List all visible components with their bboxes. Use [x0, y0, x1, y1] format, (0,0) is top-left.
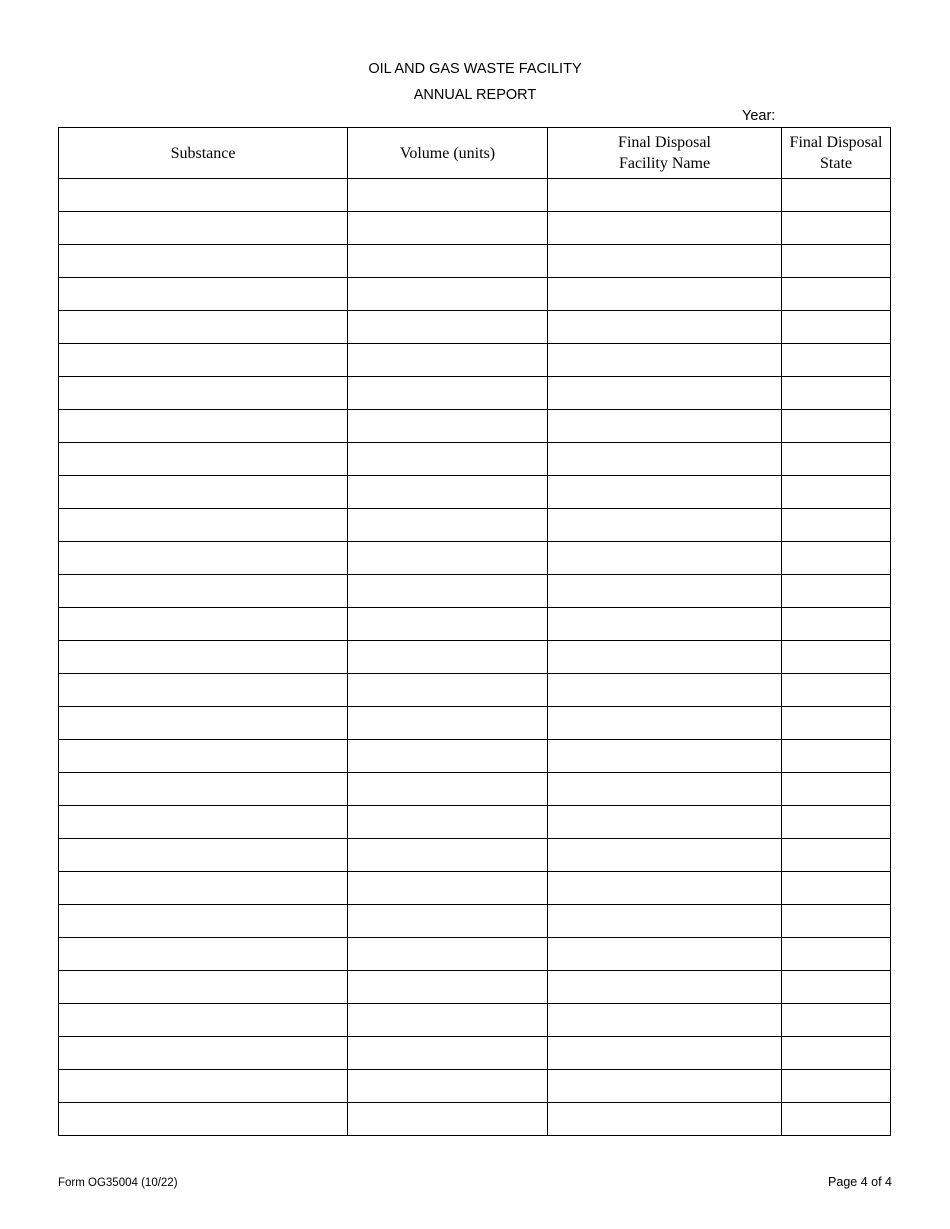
state-cell[interactable]	[782, 641, 891, 674]
facility-name-cell[interactable]	[548, 212, 782, 245]
state-cell[interactable]	[782, 179, 891, 212]
table-row	[59, 806, 891, 839]
volume-cell[interactable]	[348, 1037, 548, 1070]
col-header-volume-text: Volume (units)	[399, 144, 496, 162]
facility-name-cell[interactable]	[548, 509, 782, 542]
facility-name-cell[interactable]	[548, 938, 782, 971]
state-cell[interactable]	[782, 674, 891, 707]
substance-cell[interactable]	[59, 575, 348, 608]
table-row	[59, 410, 891, 443]
facility-name-cell[interactable]	[548, 443, 782, 476]
substance-cell[interactable]	[59, 443, 348, 476]
state-cell[interactable]	[782, 608, 891, 641]
substance-cell[interactable]	[59, 839, 348, 872]
substance-cell[interactable]	[59, 509, 348, 542]
table-row	[59, 872, 891, 905]
substance-cell[interactable]	[59, 971, 348, 1004]
table-row	[59, 674, 891, 707]
state-cell[interactable]	[782, 344, 891, 377]
volume-cell[interactable]	[348, 344, 548, 377]
facility-name-cell[interactable]	[548, 1037, 782, 1070]
state-cell[interactable]	[782, 1037, 891, 1070]
state-cell[interactable]	[782, 872, 891, 905]
volume-cell[interactable]	[348, 1004, 548, 1037]
table-row	[59, 971, 891, 1004]
facility-name-cell[interactable]	[548, 278, 782, 311]
substance-cell[interactable]	[59, 674, 348, 707]
state-cell[interactable]	[782, 311, 891, 344]
table-row	[59, 905, 891, 938]
volume-cell[interactable]	[348, 278, 548, 311]
table-row	[59, 245, 891, 278]
table-row	[59, 641, 891, 674]
volume-cell[interactable]	[348, 674, 548, 707]
state-cell[interactable]	[782, 575, 891, 608]
volume-cell[interactable]	[348, 938, 548, 971]
state-cell[interactable]	[782, 1103, 891, 1136]
table-row	[59, 839, 891, 872]
substance-cell[interactable]	[59, 641, 348, 674]
volume-cell[interactable]	[348, 641, 548, 674]
substance-cell[interactable]	[59, 1103, 348, 1136]
volume-cell[interactable]	[348, 179, 548, 212]
table-row	[59, 938, 891, 971]
table-row	[59, 344, 891, 377]
state-cell[interactable]	[782, 1004, 891, 1037]
col-header-state	[782, 128, 891, 179]
state-cell[interactable]	[782, 542, 891, 575]
volume-cell[interactable]	[348, 1103, 548, 1136]
facility-name-cell[interactable]	[548, 245, 782, 278]
volume-cell[interactable]	[348, 311, 548, 344]
disposal-table	[58, 127, 891, 1136]
substance-cell[interactable]	[59, 773, 348, 806]
facility-name-cell[interactable]	[548, 740, 782, 773]
table-row	[59, 212, 891, 245]
state-cell[interactable]	[782, 245, 891, 278]
facility-name-cell[interactable]	[548, 1070, 782, 1103]
facility-name-cell[interactable]	[548, 311, 782, 344]
volume-cell[interactable]	[348, 212, 548, 245]
facility-name-cell[interactable]	[548, 971, 782, 1004]
facility-name-cell[interactable]	[548, 377, 782, 410]
table-row	[59, 179, 891, 212]
facility-name-cell[interactable]	[548, 839, 782, 872]
table-row	[59, 509, 891, 542]
state-cell[interactable]	[782, 773, 891, 806]
facility-name-cell[interactable]	[548, 707, 782, 740]
volume-cell[interactable]	[348, 509, 548, 542]
volume-cell[interactable]	[348, 905, 548, 938]
table-row	[59, 1070, 891, 1103]
facility-name-cell[interactable]	[548, 905, 782, 938]
volume-cell[interactable]	[348, 410, 548, 443]
table-row	[59, 443, 891, 476]
col-header-facility-name	[548, 128, 782, 179]
state-cell[interactable]	[782, 212, 891, 245]
substance-cell[interactable]	[59, 872, 348, 905]
substance-cell[interactable]	[59, 476, 348, 509]
form-id: Form OG35004 (10/22)	[58, 1177, 178, 1189]
facility-name-cell[interactable]	[548, 410, 782, 443]
facility-name-cell[interactable]	[548, 1103, 782, 1136]
table-body	[59, 179, 891, 1136]
substance-cell[interactable]	[59, 410, 348, 443]
form-title: OIL AND GAS WASTE FACILITY	[368, 61, 582, 77]
volume-cell[interactable]	[348, 839, 548, 872]
state-cell[interactable]	[782, 707, 891, 740]
col-header-facility-name-line2: Facility Name	[618, 155, 711, 172]
table-row	[59, 311, 891, 344]
substance-cell[interactable]	[59, 1037, 348, 1070]
table-row	[59, 575, 891, 608]
substance-cell[interactable]	[59, 905, 348, 938]
year-label: Year:	[742, 108, 776, 124]
facility-name-cell[interactable]	[548, 608, 782, 641]
volume-cell[interactable]	[348, 608, 548, 641]
facility-name-cell[interactable]	[548, 806, 782, 839]
col-header-facility-name-line1: Final Disposal	[618, 134, 711, 151]
state-cell[interactable]	[782, 377, 891, 410]
substance-cell[interactable]	[59, 344, 348, 377]
volume-cell[interactable]	[348, 707, 548, 740]
state-cell[interactable]	[782, 971, 891, 1004]
substance-cell[interactable]	[59, 542, 348, 575]
volume-cell[interactable]	[348, 476, 548, 509]
col-header-substance-text: Substance	[170, 144, 236, 162]
volume-cell[interactable]	[348, 443, 548, 476]
table-row	[59, 707, 891, 740]
facility-name-cell[interactable]	[548, 179, 782, 212]
state-cell[interactable]	[782, 476, 891, 509]
substance-cell[interactable]	[59, 212, 348, 245]
state-cell[interactable]	[782, 410, 891, 443]
facility-name-cell[interactable]	[548, 773, 782, 806]
table-row	[59, 542, 891, 575]
volume-cell[interactable]	[348, 542, 548, 575]
substance-cell[interactable]	[59, 740, 348, 773]
state-cell[interactable]	[782, 839, 891, 872]
col-header-state-line2: State	[820, 155, 852, 172]
table-row	[59, 278, 891, 311]
volume-cell[interactable]	[348, 971, 548, 1004]
substance-cell[interactable]	[59, 179, 348, 212]
state-cell[interactable]	[782, 740, 891, 773]
substance-cell[interactable]	[59, 311, 348, 344]
col-header-state-line1: Final Disposal	[789, 134, 883, 151]
substance-cell[interactable]	[59, 245, 348, 278]
state-cell[interactable]	[782, 1070, 891, 1103]
volume-cell[interactable]	[348, 773, 548, 806]
facility-name-cell[interactable]	[548, 872, 782, 905]
table-row	[59, 608, 891, 641]
col-header-substance	[59, 128, 348, 179]
table-row	[59, 1004, 891, 1037]
volume-cell[interactable]	[348, 740, 548, 773]
facility-name-cell[interactable]	[548, 476, 782, 509]
substance-cell[interactable]	[59, 608, 348, 641]
volume-cell[interactable]	[348, 872, 548, 905]
table-row	[59, 1103, 891, 1136]
substance-cell[interactable]	[59, 938, 348, 971]
state-cell[interactable]	[782, 443, 891, 476]
substance-cell[interactable]	[59, 377, 348, 410]
facility-name-cell[interactable]	[548, 575, 782, 608]
state-cell[interactable]	[782, 938, 891, 971]
table-row	[59, 1037, 891, 1070]
state-cell[interactable]	[782, 509, 891, 542]
volume-cell[interactable]	[348, 575, 548, 608]
state-cell[interactable]	[782, 278, 891, 311]
state-cell[interactable]	[782, 905, 891, 938]
table-row	[59, 773, 891, 806]
table-row	[59, 377, 891, 410]
substance-cell[interactable]	[59, 278, 348, 311]
volume-cell[interactable]	[348, 245, 548, 278]
col-header-volume	[348, 128, 548, 179]
facility-name-cell[interactable]	[548, 674, 782, 707]
volume-cell[interactable]	[348, 806, 548, 839]
table-row	[59, 740, 891, 773]
state-cell[interactable]	[782, 806, 891, 839]
substance-cell[interactable]	[59, 707, 348, 740]
page-number: Page 4 of 4	[828, 1175, 892, 1189]
facility-name-cell[interactable]	[548, 641, 782, 674]
form-subtitle: ANNUAL REPORT	[413, 87, 537, 103]
volume-cell[interactable]	[348, 1070, 548, 1103]
substance-cell[interactable]	[59, 1070, 348, 1103]
table-row	[59, 476, 891, 509]
substance-cell[interactable]	[59, 806, 348, 839]
substance-cell[interactable]	[59, 1004, 348, 1037]
facility-name-cell[interactable]	[548, 542, 782, 575]
facility-name-cell[interactable]	[548, 344, 782, 377]
facility-name-cell[interactable]	[548, 1004, 782, 1037]
table-header-row	[59, 128, 891, 179]
volume-cell[interactable]	[348, 377, 548, 410]
